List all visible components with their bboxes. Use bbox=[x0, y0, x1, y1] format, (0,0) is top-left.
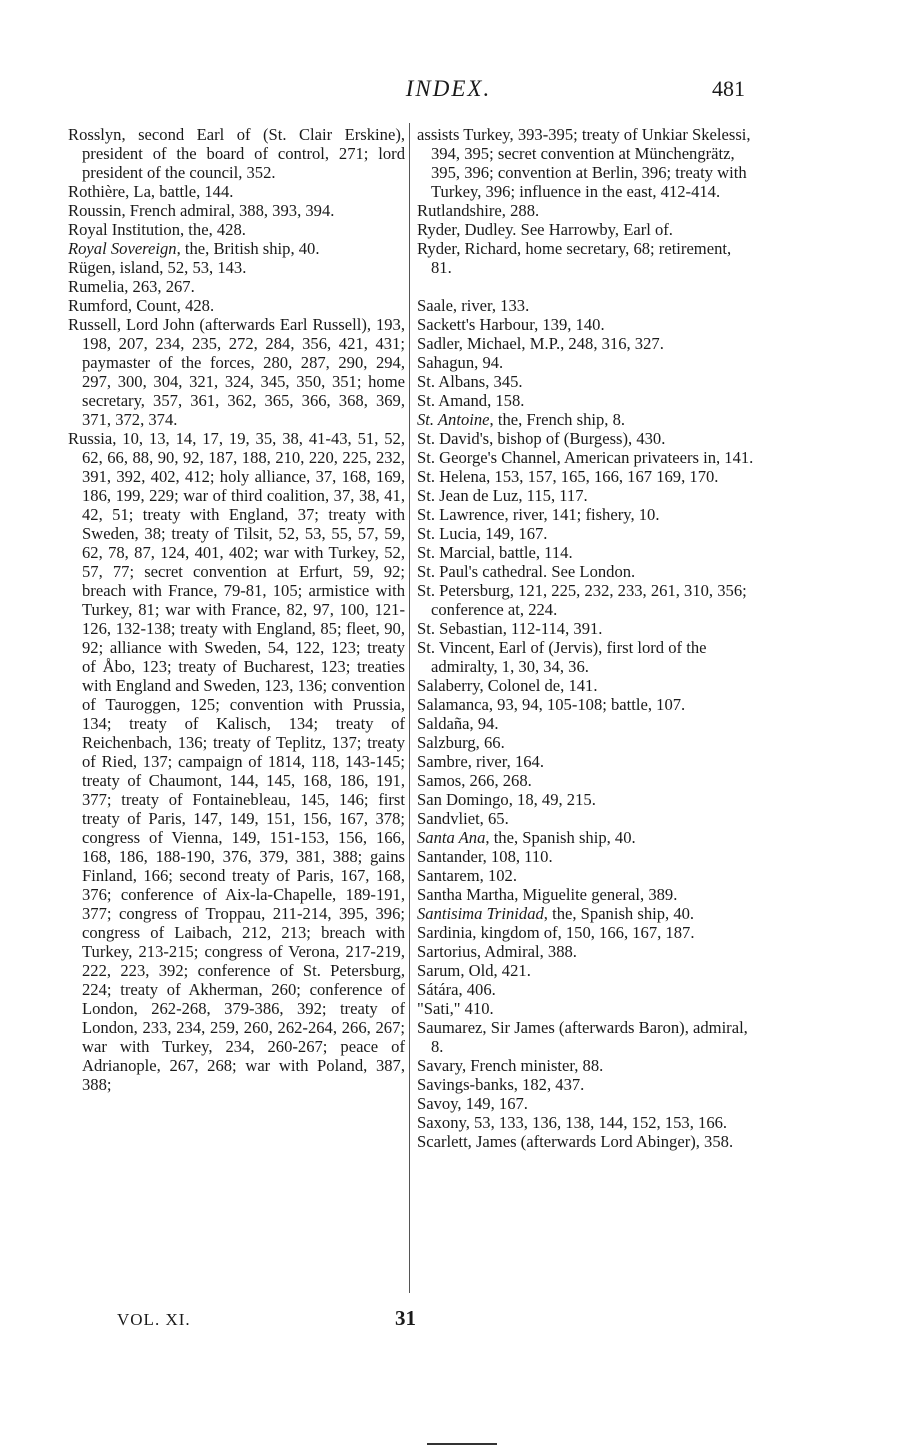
index-entry: St. Paul's cathedral. See London. bbox=[417, 562, 636, 581]
index-entry: St. Lucia, 149, 167. bbox=[417, 524, 548, 543]
index-entry: St. Amand, 158. bbox=[417, 391, 525, 410]
index-entry: Roussin, French admiral, 388, 393, 394. bbox=[68, 201, 335, 220]
index-entry: St. Helena, 153, 157, 165, 166, 167 169, 170. bbox=[417, 467, 719, 486]
index-entry: Sadler, Michael, M.P., 248, 316, 327. bbox=[417, 334, 664, 353]
index-entry: Royal Sovereign, the, British ship, 40. bbox=[68, 239, 320, 258]
index-entry: St. Marcial, battle, 114. bbox=[417, 543, 573, 562]
index-entry: Ryder, Dudley. See Harrowby, Earl of. bbox=[417, 220, 673, 239]
index-entry: Sátára, 406. bbox=[417, 980, 496, 999]
index-entry: St. Sebastian, 112-114, 391. bbox=[417, 619, 603, 638]
italic-ship-name: St. Antoine bbox=[417, 410, 490, 429]
index-entry: St. Petersburg, 121, 225, 232, 233, 261, 310, 356; conference at, 224. bbox=[417, 581, 747, 619]
index-entry: St. Albans, 345. bbox=[417, 372, 523, 391]
index-entry: Rosslyn, second Earl of (St. Clair Erskine), president of the board of control, 271; lord president of the council, 352. bbox=[68, 125, 405, 182]
index-entry: Sarum, Old, 421. bbox=[417, 961, 531, 980]
index-entry: Santander, 108, 110. bbox=[417, 847, 553, 866]
index-entry: Savary, French minister, 88. bbox=[417, 1056, 604, 1075]
index-entry: Royal Institution, the, 428. bbox=[68, 220, 246, 239]
index-entry: Samos, 266, 268. bbox=[417, 771, 532, 790]
index-entry: Ryder, Richard, home secretary, 68; retirement, 81. bbox=[417, 239, 732, 277]
italic-ship-name: Santisima Trinidad bbox=[417, 904, 544, 923]
index-column-right bbox=[417, 125, 755, 1151]
index-entry: St. David's, bishop of (Burgess), 430. bbox=[417, 429, 666, 448]
page-title: INDEX. bbox=[405, 76, 492, 101]
index-entry: St. George's Channel, American privateers in, 141. bbox=[417, 448, 754, 467]
index-entry: St. Jean de Luz, 115, 117. bbox=[417, 486, 588, 505]
column-divider bbox=[409, 123, 410, 1293]
index-entry: Salzburg, 66. bbox=[417, 733, 505, 752]
index-entry: Santa Ana, the, Spanish ship, 40. bbox=[417, 828, 636, 847]
index-column-left bbox=[68, 125, 405, 1094]
index-entry: Rumford, Count, 428. bbox=[68, 296, 215, 315]
bottom-rule bbox=[427, 1443, 497, 1445]
index-entry: Russell, Lord John (afterwards Earl Russell), 193, 198, 207, 234, 235, 272, 284, 356, 421, 431; paymaster of the forces, 280, 287, 290, 294, 297, 300, 304, 321, 324, 345, 350, 351; home secretary, 357, 361, 362, 365, 366, 368, 369, 371, 372, 374. bbox=[68, 315, 405, 429]
volume-label: VOL. XI. bbox=[117, 1310, 191, 1329]
index-entry: Sambre, river, 164. bbox=[417, 752, 544, 771]
index-entry: Rutlandshire, 288. bbox=[417, 201, 540, 220]
index-entry: Sackett's Harbour, 139, 140. bbox=[417, 315, 605, 334]
index-entry: Santha Martha, Miguelite general, 389. bbox=[417, 885, 678, 904]
index-entry: Savoy, 149, 167. bbox=[417, 1094, 528, 1113]
index-entry: assists Turkey, 393-395; treaty of Unkiar Skelessi, 394, 395; secret convention at Münchengrätz, 395, 396; convention at Berlin, 396; treaty with Turkey, 396; influence in the east, 412-414. bbox=[417, 125, 751, 201]
page-number: 481 bbox=[712, 76, 745, 101]
index-entry: Sandvliet, 65. bbox=[417, 809, 509, 828]
index-entry: Santarem, 102. bbox=[417, 866, 518, 885]
index-entry: Sahagun, 94. bbox=[417, 353, 504, 372]
index-entry: Russia, 10, 13, 14, 17, 19, 35, 38, 41-43, 51, 52, 62, 66, 88, 90, 92, 187, 188, 210, 220, 225, 232, 391, 392, 402, 412; holy alliance, 37, 168, 169, 186, 199, 229; war of third coalition, 37, 38, 41, 42, 51; treaty with England, 37; treaty with Sweden, 38; treaty of Tilsit, 52, 53, 55, 57, 59, 62, 78, 87, 124, 401, 402; war with Turkey, 52, 57, 77; secret convention at Erfurt, 59, 92; breach with France, 79-81, 105; armistice with Turkey, 81; war with France, 82, 97, 100, 121-126, 132-138; treaty with England, 85; fleet, 90, 92; alliance with Sweden, 54, 122, 123; treaty of Åbo, 123; treaty of Bucharest, 123; treaties with England and Sweden, 123, 136; convention of Tauroggen, 125; convention with Prussia, 134; treaty of Kalisch, 134; treaty of Reichenbach, 136; treaty of Teplitz, 137; treaty of Ried, 137; campaign of 1814, 118, 143-145; treaty of Chaumont, 144, 145, 168, 186, 191, 377; treaty of Fontainebleau, 145, 146; first treaty of Paris, 147, 149, 151, 156, 167, 378; congress of Vienna, 149, 151-153, 156, 166, 168, 186, 188-190, 376, 379, 381, 388; gains Finland, 166; second treaty of Paris, 167, 168, 376; conference of Aix-la-Chapelle, 189-191, 377; congress of Troppau, 211-214, 395, 396; congress of Laibach, 212, 213; breach with Turkey, 213-215; congress of Verona, 217-219, 222, 223, 392; conference of St. Petersburg, 224; treaty of Akherman, 260; conference of London, 262-268, 379-386, 392; treaty of London, 233, 234, 259, 260, 262-264, 266, 267; war with Turkey, 234, 260-267; peace of Adrianople, 267, 268; war with Poland, 387, 388; bbox=[68, 429, 405, 1094]
index-entry: Saxony, 53, 133, 136, 138, 144, 152, 153, 166. bbox=[417, 1113, 728, 1132]
index-entry: St. Antoine, the, French ship, 8. bbox=[417, 410, 626, 429]
italic-ship-name: Royal Sovereign bbox=[68, 239, 177, 258]
index-entry: Salaberry, Colonel de, 141. bbox=[417, 676, 598, 695]
index-entry: Saldaña, 94. bbox=[417, 714, 499, 733]
index-entry: Saale, river, 133. bbox=[417, 296, 530, 315]
signature-mark: 31 bbox=[395, 1306, 416, 1330]
index-entry: Rumelia, 263, 267. bbox=[68, 277, 195, 296]
index-entry: Salamanca, 93, 94, 105-108; battle, 107. bbox=[417, 695, 686, 714]
index-entry: St. Lawrence, river, 141; fishery, 10. bbox=[417, 505, 660, 524]
index-entry: Savings-banks, 182, 437. bbox=[417, 1075, 585, 1094]
index-entry: Rügen, island, 52, 53, 143. bbox=[68, 258, 247, 277]
index-entry: "Sati," 410. bbox=[417, 999, 494, 1018]
italic-ship-name: Santa Ana bbox=[417, 828, 486, 847]
index-entry: St. Vincent, Earl of (Jervis), first lord of the admiralty, 1, 30, 34, 36. bbox=[417, 638, 707, 676]
index-entry: Scarlett, James (afterwards Lord Abinger), 358. bbox=[417, 1132, 734, 1151]
index-entry: Saumarez, Sir James (afterwards Baron), admiral, 8. bbox=[417, 1018, 748, 1056]
index-entry: Santisima Trinidad, the, Spanish ship, 40. bbox=[417, 904, 695, 923]
index-entry: Sardinia, kingdom of, 150, 166, 167, 187. bbox=[417, 923, 695, 942]
index-entry: San Domingo, 18, 49, 215. bbox=[417, 790, 596, 809]
index-entry: Sartorius, Admiral, 388. bbox=[417, 942, 577, 961]
index-entry: Rothière, La, battle, 144. bbox=[68, 182, 234, 201]
